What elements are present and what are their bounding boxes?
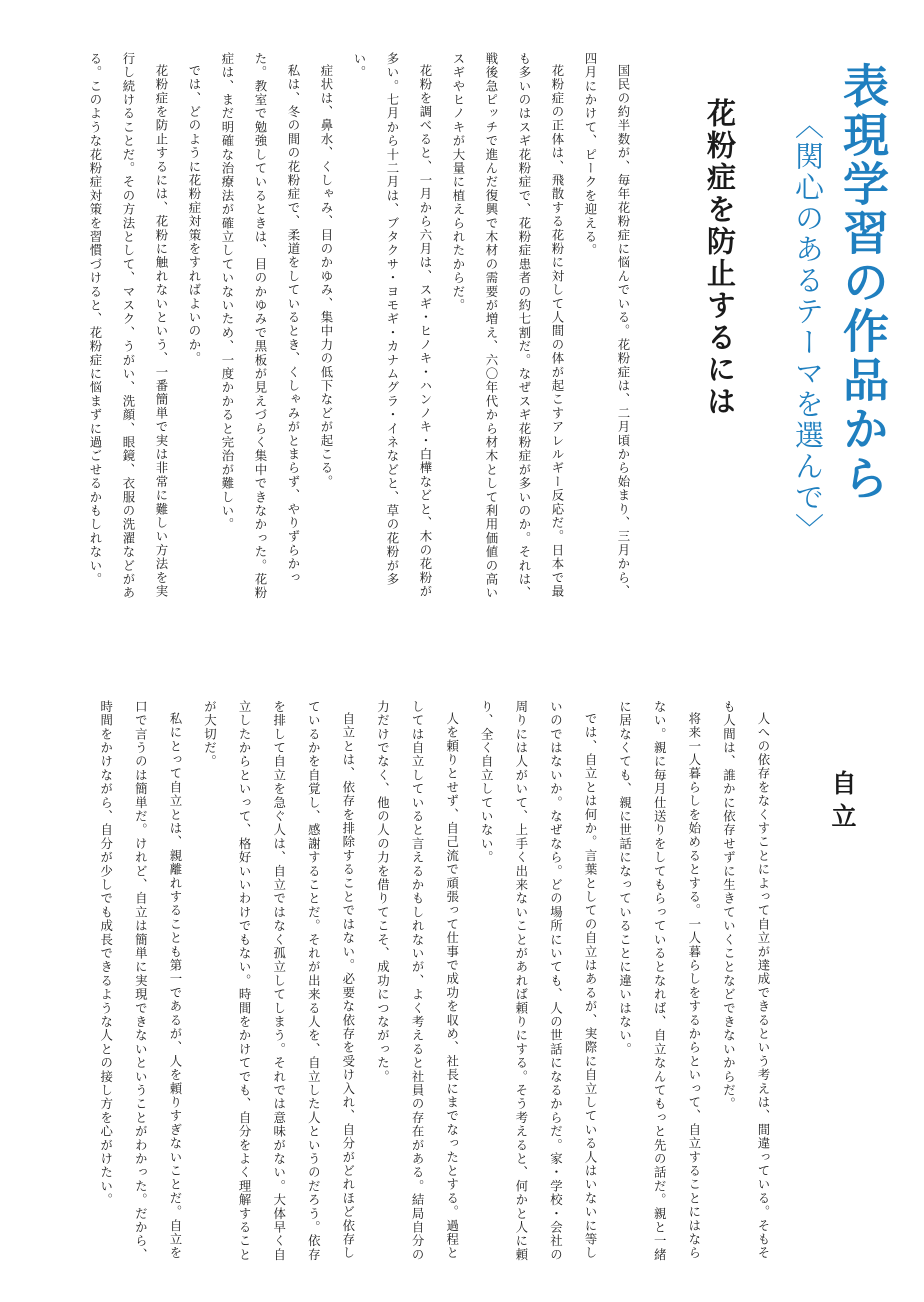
essay-paragraph: 国民の約半数が、毎年花粉症に悩んでいる。花粉症は、二月頃から始まり、三月から、四月にかけて、ピークを迎える。 — [583, 52, 631, 599]
essay-body-independence — [40, 700, 780, 1270]
essay-paragraph: では、どのように花粉症対策をすればよいのか。 — [187, 64, 202, 366]
essay-paragraph: 花粉を調べると、一月から六月は、スギ・ヒノキ・ハンノキ・白樺などと、木の花粉が多い。七月から十二月は、ブタクサ・ヨモギ・カナムグラ・イネなどと、草の花粉が多い。 — [352, 52, 433, 599]
essay-paragraph: 花粉症を防止するには、花粉に触れないという、一番簡単で実は非常に難しい方法を実行し続けることだ。その方法として、マスク、うがい、洗顔、眼鏡、衣服の洗濯などがある。このような花粉症対策を習慣づけると、花粉症に悩まずに過ごせるかもしれない。 — [88, 52, 169, 600]
essay-paragraph: 将来一人暮らしを始めるとする。一人暮らしをするからといって、自立することにはならない。親に毎月仕送りをしてもらっているとなれば、自立なんてもっと先の話だ。親と一緒に居なくても、親に世話になっていることに違いはない。 — [617, 700, 702, 1262]
essay-paragraph: 私にとって自立とは、親離れすることも第一であるが、人を頼りすぎないことだ。自立を口で言うのは簡単だ。けれど、自立は簡単に実現できないということがわかった。だから、時間をかけながら、自分が少しでも成長できるような人との接し方を心がけたい。 — [98, 700, 183, 1262]
essay-paragraph: 自立とは、依存を排除することではない。必要な依存を受け入れ、自分がどれほど依存しているかを自覚し、感謝することだ。それが出来る人を、自立した人というのだろう。依存を排して自立を急ぐ人は、自立ではなく孤立してしまう。それでは意味がない。大体早く自立したからといって、格好いいわけでもない。時間をかけてでも、自分をよく理解することが大切だ。 — [202, 700, 356, 1262]
page-subtitle: 〈関心のあるテーマを選んで〉 — [791, 110, 825, 544]
essay-paragraph: 人を頼りとせず、自己流で頑張って仕事で成功を収め、社長にまでなったとする。過程としては自立していると言えるかもしれないが、よく考えると社員の存在がある。結局自分の力だけでなく、他の人の力を借りてこそ、成功につながった。 — [375, 700, 460, 1262]
essay-paragraph: 症状は、鼻水、くしゃみ、目のかゆみ、集中力の低下などが起こる。 — [319, 64, 334, 490]
essay-body-hay-fever — [40, 52, 640, 608]
essay-paragraph: 私は、冬の間の花粉症で、柔道をしているとき、くしゃみがとまらず、やりずらかった。教室で勉強しているときは、目のかゆみで黒板が見えづらく集中できなかった。花粉症は、まだ明確な治療法が確立していないため、一度かかると完治が難しい。 — [220, 52, 301, 600]
essay-title-hay-fever: 花粉症を防止するには — [703, 98, 737, 418]
essay-paragraph: 花粉症の正体は、飛散する花粉に対して人間の体が起こすアレルギー反応だ。日本で最も多いのはスギ花粉症で、花粉症患者の約七割だ。なぜスギ花粉症が多いのか。それは、戦後急ピッチで進んだ復興で木材の需要が増え、六〇年代から材木として利用価値の高いスギやヒノキが大量に植えられたからだ。 — [451, 52, 565, 600]
essay-paragraph: では、自立とは何か。言葉としての自立はあるが、実際に自立している人はいないに等しいのではないか。なぜなら。どの場所にいても、人の世話になるからだ。家・学校・会社の周りには人がいて、上手く出来ないことがあれば頼りにする。そう考えると、何かと人に頼り、全く自立していない。 — [479, 700, 599, 1262]
essay-title-independence: 自立 — [828, 770, 857, 836]
page-title: 表現学習の作品から — [836, 62, 890, 503]
essay-paragraph: 人への依存をなくすことによって自立が達成できるという考えは、間違っている。そもそも人間は、誰かに依存せずに生きていくことなどできないからだ。 — [721, 700, 771, 1261]
